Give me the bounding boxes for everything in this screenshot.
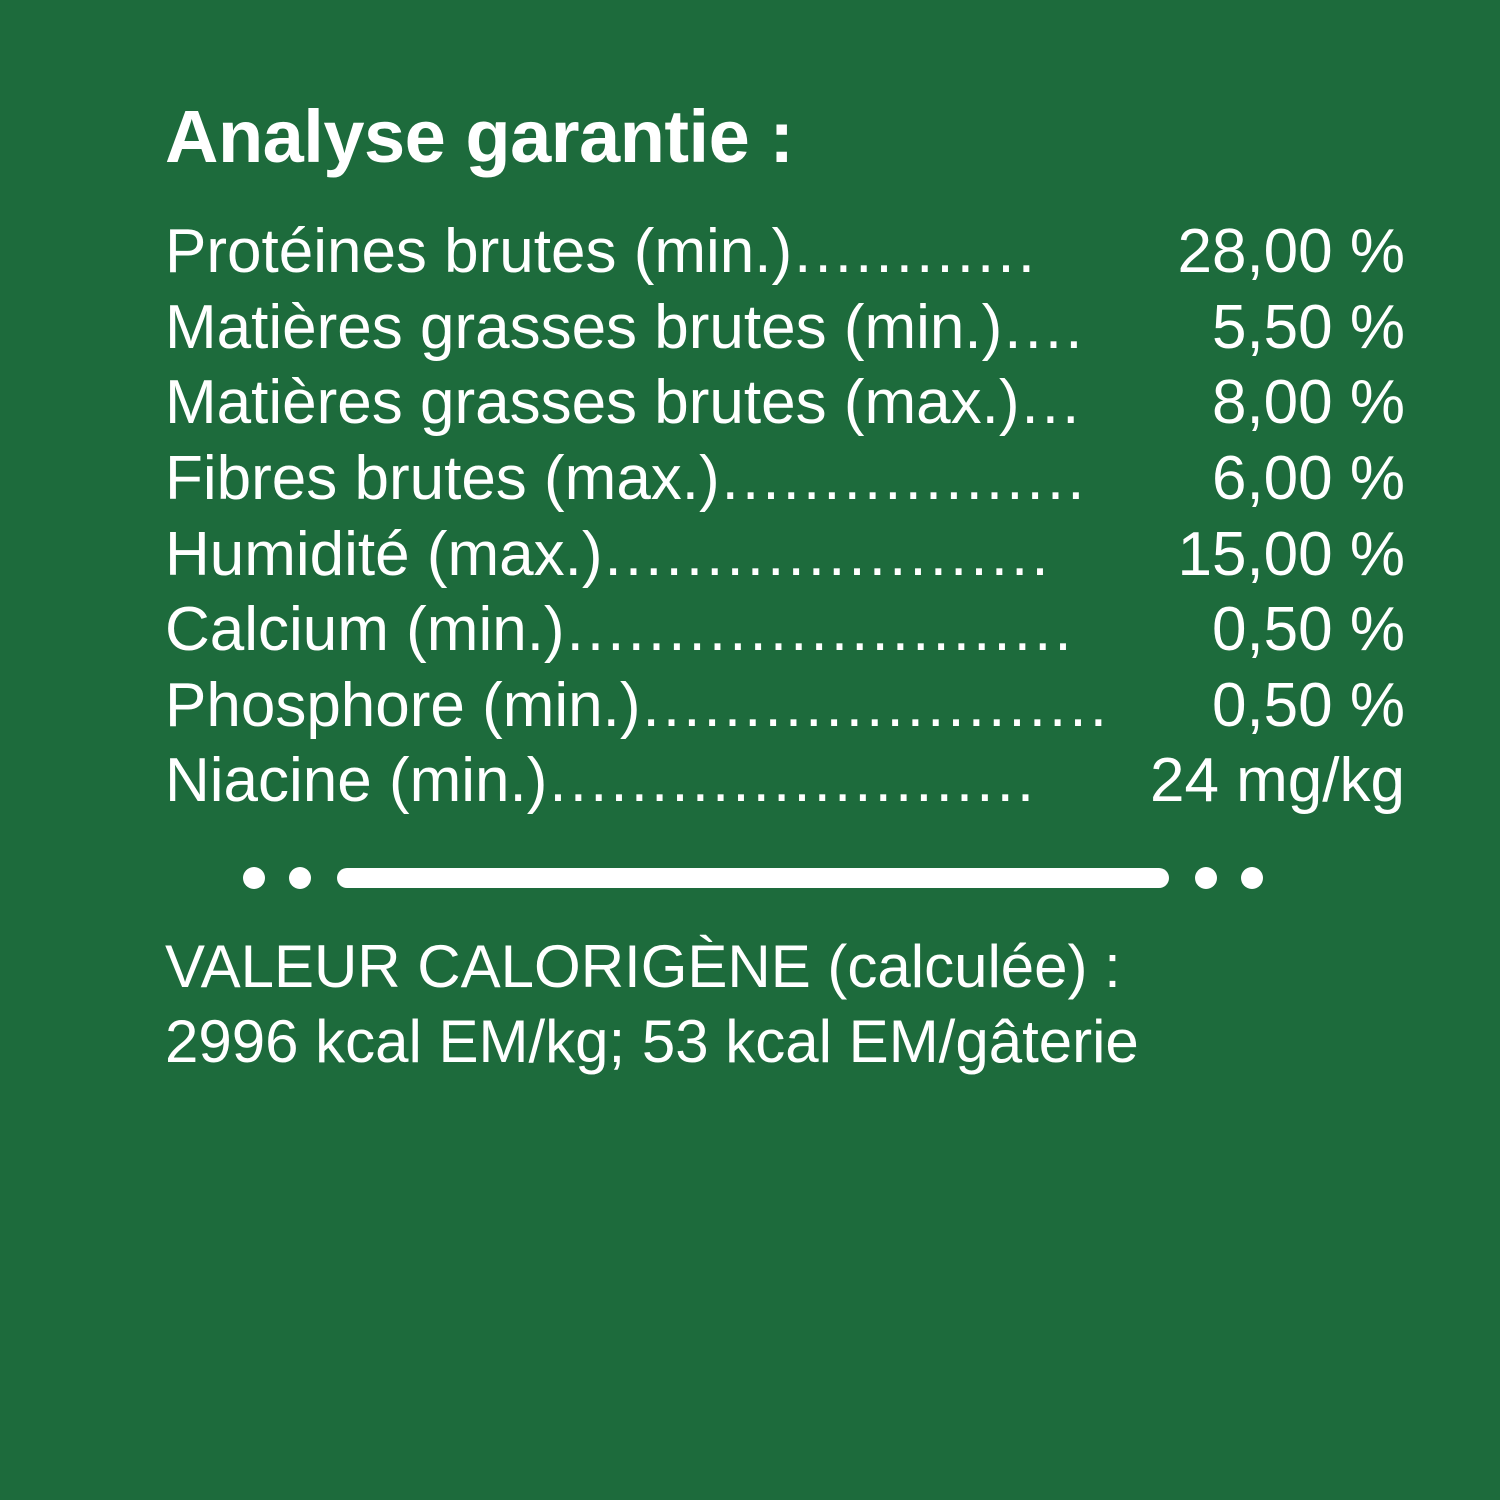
calorie-values: 2996 kcal EM/kg; 53 kcal EM/gâterie bbox=[165, 1008, 1139, 1075]
separator-dot-left-outer bbox=[243, 867, 265, 889]
nutrient-value: 6,00 % bbox=[1211, 443, 1405, 513]
analysis-row bbox=[165, 517, 1405, 593]
leader-dots: ....................... bbox=[642, 670, 1111, 740]
nutrient-value: 8,00 % bbox=[1211, 368, 1405, 438]
leader-dots: ............ bbox=[794, 217, 1039, 286]
leader-dots: .... bbox=[1004, 292, 1086, 362]
analysis-row bbox=[165, 592, 1405, 668]
leader-dots: .................. bbox=[721, 443, 1088, 513]
separator-bar bbox=[337, 868, 1169, 888]
analysis-row bbox=[165, 441, 1405, 517]
nutrient-value: 15,00 % bbox=[1177, 519, 1405, 589]
nutrient-value: 0,50 % bbox=[1211, 595, 1405, 665]
separator-dot-right-outer bbox=[1241, 867, 1263, 889]
leader-dots: ...................... bbox=[604, 519, 1052, 589]
nutrient-label: Fibres brutes (max.) bbox=[165, 443, 720, 513]
nutrient-label: Matières grasses brutes (max.) bbox=[165, 368, 1020, 438]
separator-dot-right-inner bbox=[1195, 867, 1217, 889]
nutrient-value: 28,00 % bbox=[1177, 217, 1405, 286]
leader-dots: ... bbox=[1021, 368, 1083, 438]
analysis-row bbox=[165, 214, 1405, 290]
calorie-heading: VALEUR CALORIGÈNE (calculée) : bbox=[165, 933, 1121, 1000]
page-title: Analyse garantie : bbox=[165, 95, 794, 178]
nutrient-label: Matières grasses brutes (min.) bbox=[165, 292, 1003, 362]
nutrient-value: 0,50 % bbox=[1211, 670, 1405, 740]
nutrient-label: Calcium (min.) bbox=[165, 595, 565, 665]
leader-dots: ........................ bbox=[549, 746, 1038, 816]
nutrient-label: Protéines brutes (min.) bbox=[165, 217, 793, 286]
nutrient-label: Phosphore (min.) bbox=[165, 670, 641, 740]
nutrient-value: 24 mg/kg bbox=[1149, 746, 1405, 816]
leader-dots: ......................... bbox=[566, 595, 1075, 665]
nutrient-label: Niacine (min.) bbox=[165, 746, 548, 816]
nutrient-value: 5,50 % bbox=[1211, 292, 1405, 362]
calorie-content-block bbox=[165, 929, 1405, 1079]
analysis-row bbox=[165, 290, 1405, 366]
nutrient-label: Humidité (max.) bbox=[165, 519, 603, 589]
separator-dot-left-inner bbox=[289, 867, 311, 889]
dot-bar-dot-separator-icon bbox=[243, 867, 1263, 889]
guaranteed-analysis-list bbox=[165, 214, 1405, 819]
analysis-row bbox=[165, 365, 1405, 441]
analysis-row bbox=[165, 668, 1405, 744]
analysis-row bbox=[165, 743, 1405, 819]
